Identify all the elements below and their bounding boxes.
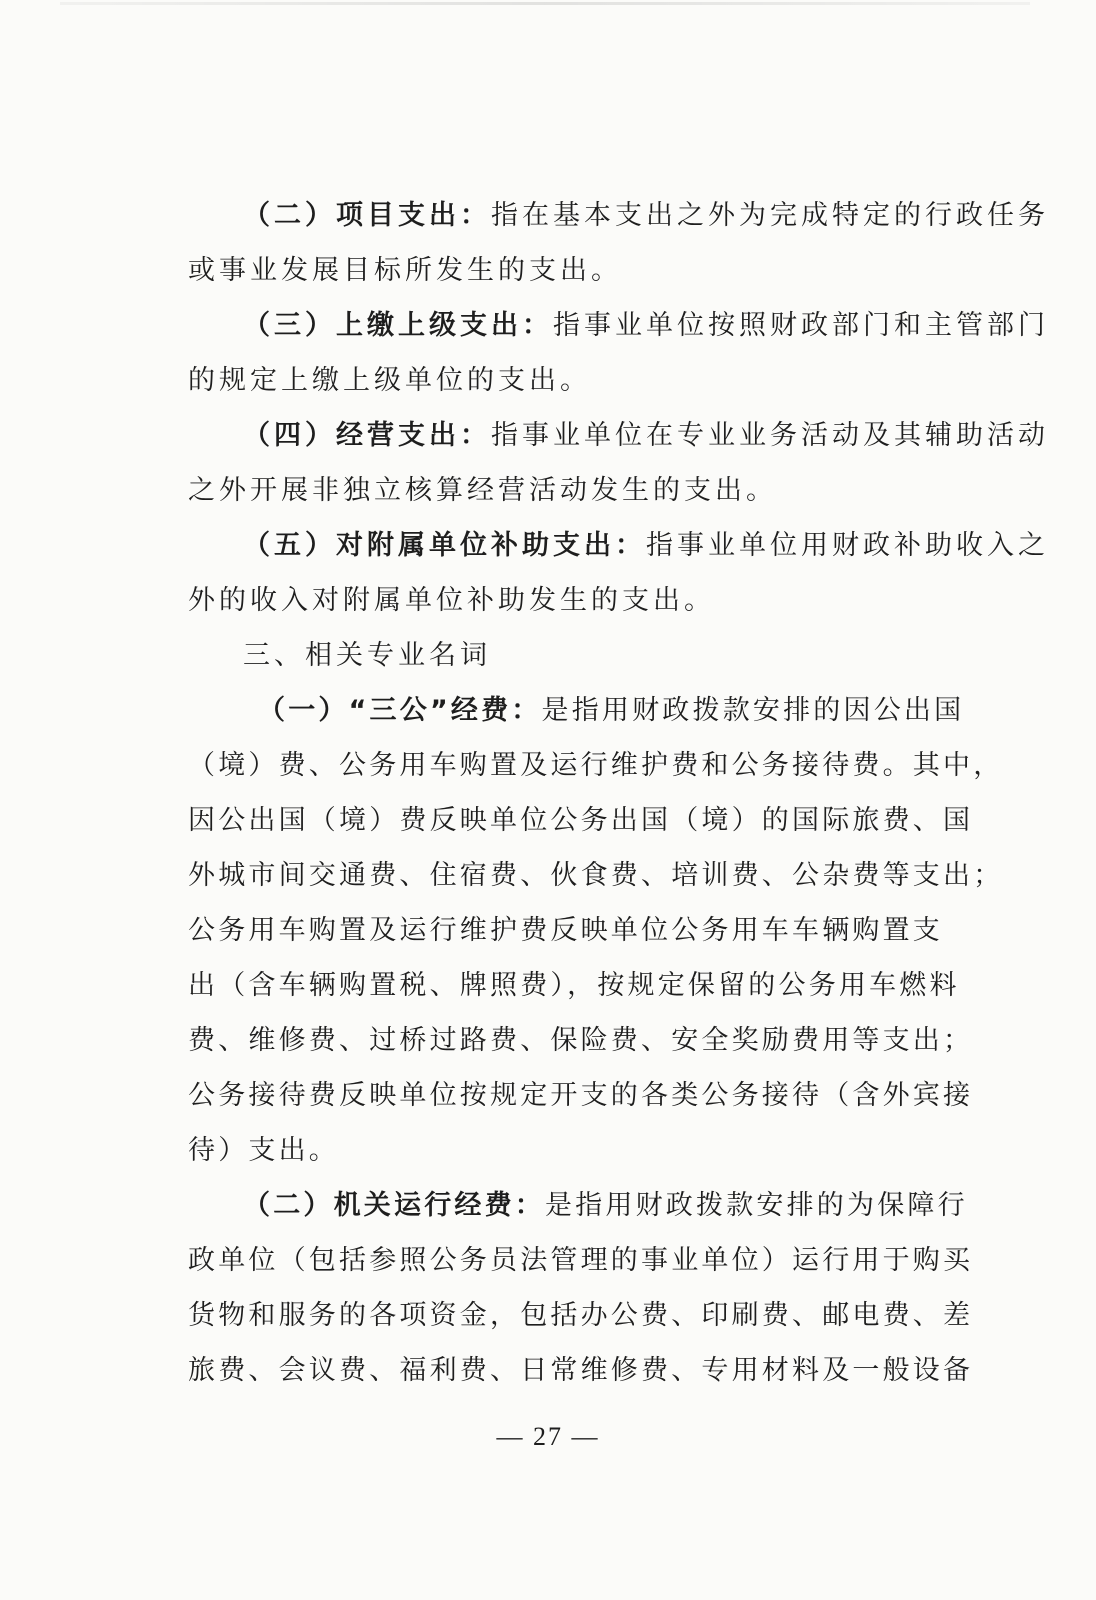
para5-line1 [243, 528, 1049, 564]
para4-line1 [243, 418, 1049, 454]
term2-line: 货物和服务的各项资金，包括办公费、印刷费、邮电费、差 [188, 1300, 974, 1331]
term1-line: 公务用车购置及运行维护费反映单位公务用车车辆购置支 [188, 915, 943, 946]
para3-text1: 指事业单位按照财政部门和主管部门 [553, 310, 1049, 341]
term1-line: （境）费、公务用车购置及运行维护费和公务接待费。其中， [188, 750, 1004, 781]
para4-text1: 指事业单位在专业业务活动及其辅助活动 [491, 420, 1049, 451]
section3-heading: 三、相关专业名词 [243, 640, 491, 671]
term2-line1 [243, 1188, 968, 1224]
scan-edge-line [60, 2, 1030, 5]
para5-text1: 指事业单位用财政补助收入之 [646, 530, 1049, 561]
para2-text1: 指在基本支出之外为完成特定的行政任务 [491, 200, 1049, 231]
para3-line1 [243, 308, 1049, 344]
para5-line2: 外的收入对附属单位补助发生的支出。 [188, 585, 715, 616]
term1-line: 公务接待费反映单位按规定开支的各类公务接待（含外宾接 [188, 1080, 974, 1111]
term2-line: 政单位（包括参照公务员法管理的事业单位）运行用于购买 [188, 1245, 974, 1276]
para2-label: （二）项目支出： [243, 200, 491, 231]
para5-label: （五）对附属单位补助支出： [243, 530, 646, 561]
term1-line1 [258, 693, 964, 729]
para3-label: （三）上缴上级支出： [243, 310, 553, 341]
para3-line2: 的规定上缴上级单位的支出。 [188, 365, 591, 396]
term1-line: 因公出国（境）费反映单位公务出国（境）的国际旅费、国 [188, 805, 974, 836]
term1-text1: 是指用财政拨款安排的因公出国 [541, 695, 965, 726]
page-number: — 27 — [496, 1422, 600, 1451]
para4-line2: 之外开展非独立核算经营活动发生的支出。 [188, 475, 777, 506]
para4-label: （四）经营支出： [243, 420, 491, 451]
term1-line: 外城市间交通费、住宿费、伙食费、培训费、公杂费等支出； [188, 860, 1004, 891]
term2-label: （二）机关运行经费： [243, 1190, 545, 1221]
term1-line: 出（含车辆购置税、牌照费），按规定保留的公务用车燃料 [188, 970, 960, 1001]
para2-line2: 或事业发展目标所发生的支出。 [188, 255, 622, 286]
term1-label: （一）“三公”经费： [258, 695, 542, 726]
para2-line1 [243, 198, 1049, 234]
term2-line: 旅费、会议费、福利费、日常维修费、专用材料及一般设备 [188, 1355, 974, 1386]
term2-text1: 是指用财政拨款安排的为保障行 [545, 1190, 968, 1221]
term1-line: 费、维修费、过桥过路费、保险费、安全奖励费用等支出； [188, 1025, 974, 1056]
term1-line: 待）支出。 [188, 1135, 339, 1166]
